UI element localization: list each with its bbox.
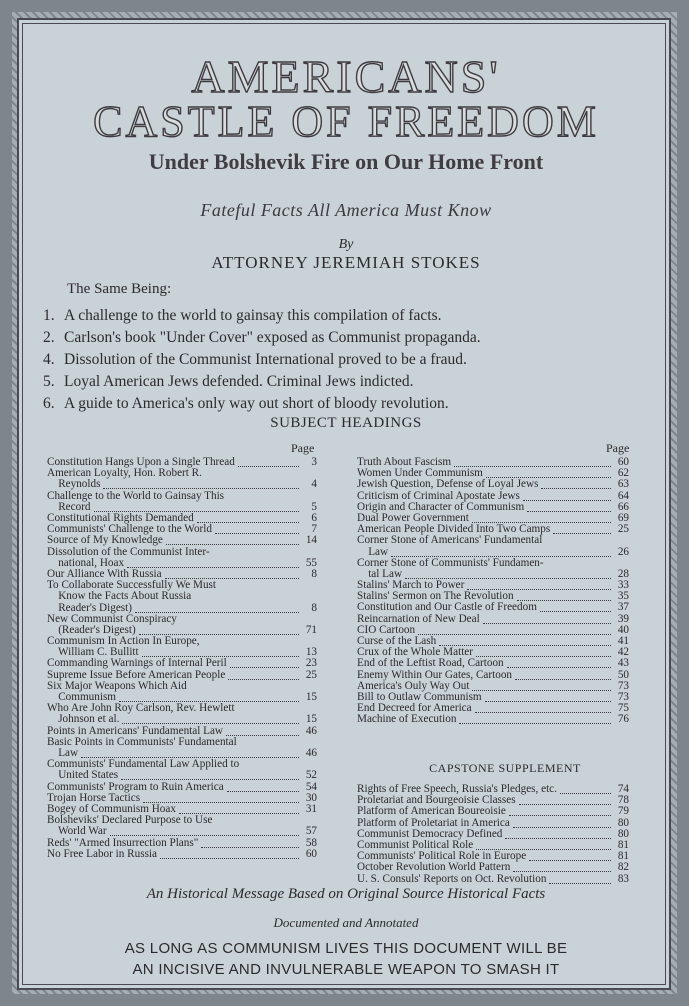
- subject-entry-text: Criticism of Criminal Apostate Jews: [357, 489, 520, 502]
- subject-page-number: 8: [311, 567, 317, 580]
- subject-headings-title: SUBJECT HEADINGS: [270, 415, 422, 431]
- subject-entry-text: New Communist Conspiracy: [47, 612, 177, 625]
- subject-entry-text: Communism In Action In Europe,: [47, 635, 200, 648]
- subject-entry: [47, 759, 323, 781]
- subject-entry-text: Points in Americans' Fundamental Law: [47, 724, 224, 737]
- subject-entry: [357, 602, 637, 613]
- leader-line: [485, 701, 611, 702]
- subject-page-number: 46: [305, 724, 317, 737]
- subject-entry-text: Bolsheviks' Declared Purpose to Use: [47, 814, 213, 827]
- subject-page-number: 55: [305, 556, 317, 569]
- leader-line: [227, 791, 299, 792]
- subject-entry: [47, 547, 323, 569]
- subject-page-number: 43: [617, 657, 629, 670]
- subject-entry-text: Jewish Question, Defense of Loyal Jews: [357, 478, 539, 491]
- subject-entry-text: Platform of Proletariat in America: [357, 816, 510, 829]
- subject-entry-text: Law: [357, 545, 389, 558]
- subject-entry-text: Basic Points in Communists' Fundamental: [47, 735, 237, 748]
- subject-entry-text: Dual Power Government: [357, 511, 469, 524]
- subject-entry-text: Enemy Within Our Gates, Cartoon: [357, 668, 513, 681]
- point-number: 1.: [43, 307, 55, 324]
- subject-entry-text: CIO Cartoon: [357, 623, 416, 636]
- subject-page-number: 25: [305, 668, 317, 681]
- subject-entry-text: Communists' Challenge to the World: [47, 523, 212, 536]
- subject-page-number: 37: [617, 601, 629, 614]
- point-item: [43, 393, 481, 415]
- subject-entry: [47, 681, 323, 703]
- subject-page-number: 33: [617, 579, 629, 592]
- subject-page-number: 28: [617, 567, 629, 580]
- subject-entry-text: Communists' Fundamental Law Applied to: [47, 758, 240, 771]
- subject-entry-text: Six Major Weapons Which Aid: [47, 679, 187, 692]
- subject-page-number: 71: [305, 623, 317, 636]
- subject-page-number: 5: [311, 500, 317, 513]
- subject-page-number: 63: [617, 478, 629, 491]
- subject-page-number: 80: [617, 827, 629, 840]
- same-being-label: The Same Being:: [67, 281, 172, 297]
- leader-line: [507, 667, 611, 668]
- subject-entry-text: Corner Stone of Communists' Fundamen-: [357, 556, 544, 569]
- subject-page-number: 57: [305, 825, 317, 838]
- leader-line: [230, 667, 299, 668]
- subject-entry: [47, 614, 323, 636]
- subject-page-number: 4: [311, 478, 317, 491]
- leader-line: [523, 500, 611, 501]
- subject-page-number: 41: [617, 635, 629, 648]
- subject-entry-text: Machine of Execution: [357, 713, 457, 726]
- point-number: 5.: [43, 373, 55, 390]
- author-name: ATTORNEY JEREMIAH STOKES: [211, 253, 481, 272]
- subject-entry-text: Commanding Warnings of Internal Peril: [47, 657, 227, 670]
- bottom-slogan-line-1: AS LONG AS COMMUNISM LIVES THIS DOCUMENT WILL BE: [124, 940, 568, 957]
- subtitle: Under Bolshevik Fire on Our Home Front: [148, 149, 544, 174]
- subject-entry-text: Reincarnation of New Deal: [357, 612, 480, 625]
- leader-line: [541, 488, 611, 489]
- subject-entry-text: Source of My Knowledge: [47, 534, 163, 547]
- subject-page-number: 60: [305, 847, 317, 860]
- subject-page-number: 50: [617, 668, 629, 681]
- subject-entry-text: World War: [47, 825, 107, 838]
- subject-page-number: 46: [305, 747, 317, 760]
- subject-page-number: 75: [617, 702, 629, 715]
- leader-line: [527, 511, 611, 512]
- subject-entry-text: To Collaborate Successfully We Must: [47, 579, 217, 592]
- subject-page-number: 30: [305, 791, 317, 804]
- subject-entry-text: Reynolds: [47, 478, 101, 491]
- subject-page-number: 73: [617, 679, 629, 692]
- subject-entry-text: Rights of Free Speech, Russia's Pledges, etc.: [357, 783, 557, 795]
- subject-entry: [47, 580, 323, 614]
- leader-line: [160, 858, 299, 859]
- point-item: [43, 349, 481, 371]
- subject-entry-text: Reader's Digest): [47, 601, 132, 614]
- subject-entry-text: (Reader's Digest): [47, 623, 136, 636]
- subject-entry-text: Curse of the Lash: [357, 635, 437, 648]
- capstone-heading: CAPSTONE SUPPLEMENT: [429, 761, 581, 775]
- subject-entry-text: October Revolution World Pattern: [357, 861, 511, 874]
- point-text: A challenge to the world to gainsay this compilation of facts.: [64, 307, 442, 324]
- subject-entry-text: Johnson et al.: [47, 713, 120, 726]
- subject-page-number: 23: [305, 657, 317, 670]
- subject-entry-text: William C. Bullitt: [47, 646, 139, 659]
- subject-entry-text: Communists' Program to Ruin America: [47, 780, 224, 793]
- leader-line: [540, 611, 611, 612]
- point-number: 4.: [43, 351, 55, 368]
- subject-entry-text: national, Hoax: [47, 556, 125, 569]
- leader-line: [226, 735, 299, 736]
- subject-entry-text: Stalins' Sermon on The Revolution: [357, 590, 514, 603]
- subject-entry: [357, 862, 637, 873]
- leader-line: [475, 712, 611, 713]
- leader-line: [238, 466, 299, 467]
- subject-entry-text: America's Ouly Way Out: [357, 679, 470, 692]
- title-line-1: AMERICANS': [191, 51, 501, 102]
- subject-entry-text: Stalins' March to Power: [357, 579, 465, 592]
- subject-entry-text: Crux of the Whole Matter: [357, 646, 473, 659]
- leader-line: [509, 815, 611, 816]
- leader-line: [529, 860, 611, 861]
- point-text: Loyal American Jews defended. Criminal Jews indicted.: [64, 373, 414, 390]
- leader-line: [513, 827, 611, 828]
- subject-entry-text: Constitutional Rights Demanded: [47, 511, 194, 524]
- subject-page-number: 7: [311, 523, 317, 536]
- subject-page-number: 42: [617, 646, 629, 659]
- point-item: [43, 305, 481, 327]
- page-column-label-right: Page: [606, 441, 630, 455]
- subject-page-number: 25: [617, 523, 629, 536]
- leader-line: [418, 634, 611, 635]
- subject-entry-text: End of the Leftist Road, Cartoon: [357, 657, 504, 670]
- subject-entry: [47, 535, 323, 546]
- subject-entry-text: No Free Labor in Russia: [47, 847, 157, 860]
- subject-entry-text: United States: [47, 769, 119, 782]
- subject-entry-text: Reds' "Armed Insurrection Plans": [47, 836, 199, 849]
- title-line-2: CASTLE OF FREEDOM: [93, 97, 599, 146]
- subject-entry-text: Record: [47, 500, 91, 513]
- subject-entry: [47, 849, 323, 860]
- leader-line: [228, 679, 299, 680]
- subject-page-number: 35: [617, 590, 629, 603]
- documented-annotated: Documented and Annotated: [273, 915, 419, 930]
- subject-entry: [357, 714, 637, 725]
- subject-page-number: 14: [305, 534, 317, 547]
- subject-entry: [47, 468, 323, 490]
- subject-entry: [47, 491, 323, 513]
- by-label: By: [338, 237, 354, 252]
- subject-page-number: 6: [311, 511, 317, 524]
- bottom-slogan-line-2: AN INCISIVE AND INVULNERABLE WEAPON TO SMASH IT: [132, 961, 560, 978]
- point-text: Dissolution of the Communist International proved to be a fraud.: [64, 351, 467, 368]
- subject-entry: [357, 479, 637, 490]
- subject-entry-text: Who Are John Roy Carlson, Rev. Hewlett: [47, 702, 235, 715]
- subject-page-number: 15: [305, 691, 317, 704]
- subject-list-right: [357, 457, 637, 726]
- subject-entry: [47, 815, 323, 837]
- subject-page-number: 39: [617, 612, 629, 625]
- subject-entry-text: Corner Stone of Americans' Fundamental: [357, 534, 543, 547]
- subject-page-number: 81: [617, 838, 629, 851]
- subject-entry-text: Platform of American Boureoisie: [357, 805, 506, 818]
- subject-page-number: 52: [305, 769, 317, 782]
- subject-entry-text: American Loyalty, Hon. Robert R.: [47, 467, 202, 480]
- subject-entry-text: Truth About Fascism: [357, 456, 452, 468]
- leader-line: [505, 838, 611, 839]
- subject-entry-text: Proletariat and Bourgeoisie Classes: [357, 794, 516, 807]
- subject-entry: [47, 658, 323, 669]
- point-item: [43, 371, 481, 393]
- leader-line: [197, 522, 299, 523]
- subject-page-number: 69: [617, 511, 629, 524]
- point-text: A guide to America's only way out short of bloody revolution.: [64, 395, 449, 412]
- subject-entry: [357, 558, 637, 580]
- subject-entry-text: End Decreed for America: [357, 702, 472, 715]
- leader-line: [483, 623, 611, 624]
- subject-entry-text: Communism: [47, 691, 116, 704]
- subject-entry: [357, 874, 637, 885]
- subject-entry-text: Dissolution of the Communist Inter-: [47, 545, 210, 558]
- subject-entry-text: Supreme Issue Before American People: [47, 668, 226, 681]
- leader-line: [472, 690, 611, 691]
- subject-entry-text: U. S. Consuls' Reports on Oct. Revolution: [357, 872, 547, 885]
- subject-page-number: 83: [617, 872, 629, 885]
- subject-entry-text: Our Alliance With Russia: [47, 567, 162, 580]
- subject-entry-text: Origin and Character of Communism: [357, 500, 525, 513]
- subject-page-number: 26: [617, 545, 629, 558]
- content-panel: [17, 18, 671, 990]
- subject-entry: [357, 535, 637, 557]
- subject-entry: [47, 703, 323, 725]
- subject-entry-text: Communist Political Role: [357, 838, 474, 851]
- leader-line: [201, 847, 299, 848]
- subject-entry-text: Bill to Outlaw Communism: [357, 690, 482, 703]
- leader-line: [215, 533, 299, 534]
- leader-line: [553, 533, 611, 534]
- point-number: 2.: [43, 329, 55, 346]
- subject-list-left: [47, 457, 323, 860]
- tagline: Fateful Facts All America Must Know: [200, 200, 492, 220]
- historical-message: An Historical Message Based on Original Source Historical Facts: [146, 886, 546, 902]
- subject-page-number: 64: [617, 489, 629, 502]
- subject-entry-text: Constitution Hangs Upon a Single Thread: [47, 456, 235, 468]
- subject-entry-text: Women Under Communism: [357, 467, 483, 480]
- subject-entry-text: Communist Democracy Defined: [357, 827, 503, 840]
- subject-page-number: 60: [617, 456, 629, 468]
- subject-entry-text: Law: [47, 747, 79, 760]
- subject-page-number: 58: [305, 836, 317, 849]
- page-column-label-left: Page: [291, 441, 315, 455]
- subject-page-number: 73: [617, 690, 629, 703]
- points-list: [43, 305, 481, 415]
- subject-page-number: 13: [305, 646, 317, 659]
- leader-line: [519, 804, 611, 805]
- point-item: [43, 327, 481, 349]
- subject-entry-text: tal Law: [357, 567, 403, 580]
- subject-page-number: 54: [305, 780, 317, 793]
- subject-page-number: 76: [617, 713, 629, 726]
- capstone-list: [357, 784, 637, 885]
- subject-page-number: 8: [311, 601, 317, 614]
- subject-entry: [357, 658, 637, 669]
- leader-line: [459, 723, 611, 724]
- subject-page-number: 79: [617, 805, 629, 818]
- subject-page-number: 78: [617, 794, 629, 807]
- subject-page-number: 31: [305, 802, 317, 815]
- subject-page-number: 15: [305, 713, 317, 726]
- point-number: 6.: [43, 395, 55, 412]
- subject-page-number: 81: [617, 850, 629, 863]
- subject-entry: [357, 806, 637, 817]
- subject-page-number: 66: [617, 500, 629, 513]
- subject-entry: [47, 636, 323, 658]
- subject-page-number: 62: [617, 467, 629, 480]
- leader-line: [549, 883, 611, 884]
- subject-page-number: 82: [617, 861, 629, 874]
- point-text: Carlson's book "Under Cover" exposed as Communist propaganda.: [64, 329, 481, 346]
- leader-line: [560, 793, 611, 794]
- leader-line: [515, 679, 611, 680]
- subject-entry: [47, 737, 323, 759]
- subject-page-number: 74: [617, 783, 629, 795]
- subject-entry-text: American People Divided Into Two Camps: [357, 523, 551, 536]
- subject-page-number: 40: [617, 623, 629, 636]
- subject-entry-text: Bogey of Communism Hoax: [47, 802, 176, 815]
- subject-entry-text: Trojan Horse Tactics: [47, 791, 141, 804]
- subject-entry-text: Communists' Political Role in Europe: [357, 850, 527, 863]
- subject-page-number: 3: [311, 456, 317, 468]
- subject-entry-text: Constitution and Our Castle of Freedom: [357, 601, 537, 614]
- subject-page-number: 80: [617, 816, 629, 829]
- subject-entry-text: Know the Facts About Russia: [47, 590, 192, 603]
- subject-entry-text: Challenge to the World to Gainsay This: [47, 489, 225, 502]
